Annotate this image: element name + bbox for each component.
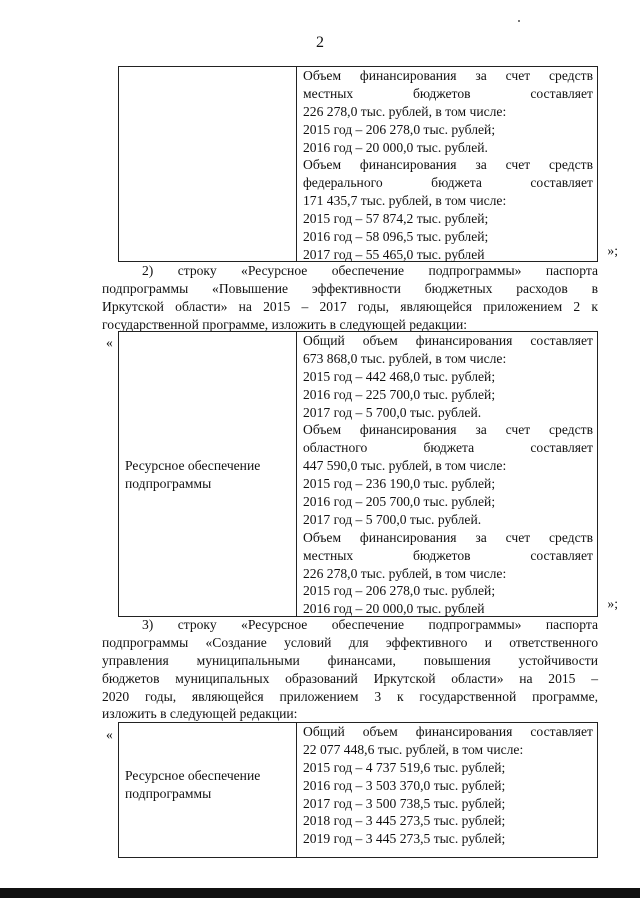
table-line: областного бюджета составляет: [303, 440, 593, 456]
paragraph-line: подпрограммы «Повышение эффективности бюджетных расходов в: [102, 280, 598, 296]
table-line: Объем финансирования за счет средств: [303, 422, 593, 438]
table-2: [118, 331, 598, 617]
table-line: 447 590,0 тыс. рублей, в том числе:: [303, 458, 507, 474]
table-1-continuation: [118, 66, 598, 262]
row-label: Ресурсное обеспечение подпрограммы: [125, 458, 261, 491]
table-line: Объем финансирования за счет средств: [303, 157, 593, 173]
closing-quote: »;: [607, 243, 618, 258]
table-line: 2015 год – 442 468,0 тыс. рублей;: [303, 368, 496, 384]
table-2-left-cell: [119, 332, 297, 616]
table-line: 2016 год – 225 700,0 тыс. рублей;: [303, 386, 496, 402]
table-line: 22 077 448,6 тыс. рублей, в том числе:: [303, 741, 524, 757]
paragraph-line: 2020 годы, являющейся приложением 3 к государственной программе,: [102, 688, 598, 704]
table-2-right-cell: [303, 332, 593, 618]
table-line: Общий объем финансирования составляет: [303, 333, 593, 348]
table-line: 2017 год – 5 700,0 тыс. рублей.: [303, 511, 482, 527]
page-number: 2: [316, 34, 324, 51]
table-line: Общий объем финансирования составляет: [303, 724, 593, 739]
table-3: [118, 722, 598, 858]
table-line: 2015 год – 206 278,0 тыс. рублей;: [303, 121, 496, 137]
table-1-left-cell: [119, 67, 297, 261]
paragraph-line: подпрограммы «Создание условий для эффективного и ответственного: [102, 634, 598, 650]
table-line: 2016 год – 20 000,0 тыс. рублей: [303, 601, 485, 617]
closing-quote: »;: [607, 596, 618, 611]
table-line: 2018 год – 3 445 273,5 тыс. рублей;: [303, 813, 506, 829]
row-label: Ресурсное обеспечение подпрограммы: [125, 768, 261, 801]
paragraph-line: бюджетов муниципальных образований Иркутской области» на 2015 –: [102, 670, 598, 686]
table-line: 2015 год – 57 874,2 тыс. рублей;: [303, 211, 489, 227]
table-line: 2016 год – 58 096,5 тыс. рублей;: [303, 229, 489, 245]
opening-quote: «: [106, 335, 113, 350]
table-line: 2016 год – 205 700,0 тыс. рублей;: [303, 494, 496, 510]
paragraph-line: 3) строку «Ресурсное обеспечение подпрограммы» паспорта: [142, 617, 598, 632]
table-line: 2017 год – 3 500 738,5 тыс. рублей;: [303, 795, 506, 811]
table-3-right-cell: [303, 723, 593, 848]
paragraph-line: государственной программе, изложить в следующей редакции:: [102, 316, 468, 332]
table-line: 171 435,7 тыс. рублей, в том числе:: [303, 193, 507, 209]
table-line: Объем финансирования за счет средств: [303, 529, 593, 545]
opening-quote: «: [106, 727, 113, 742]
paragraph-line: управления муниципальными финансами, повышения устойчивости: [102, 652, 598, 668]
paragraph-3: [102, 616, 598, 723]
table-line: 2019 год – 3 445 273,5 тыс. рублей;: [303, 831, 506, 847]
table-line: 226 278,0 тыс. рублей, в том числе:: [303, 103, 507, 119]
table-1-right-cell: [303, 67, 593, 264]
table-line: 673 868,0 тыс. рублей, в том числе:: [303, 350, 507, 366]
table-3-left-cell: [119, 723, 297, 857]
scan-speck: [518, 20, 520, 22]
table-line: местных бюджетов составляет: [303, 85, 593, 101]
table-line: 226 278,0 тыс. рублей, в том числе:: [303, 565, 507, 581]
table-line: 2016 год – 20 000,0 тыс. рублей.: [303, 139, 488, 155]
table-line: 2015 год – 4 737 519,6 тыс. рублей;: [303, 759, 506, 775]
paragraph-2: [102, 262, 598, 334]
table-line: Объем финансирования за счет средств: [303, 68, 593, 83]
table-line: федерального бюджета составляет: [303, 175, 593, 191]
paragraph-line: изложить в следующей редакции:: [102, 706, 298, 722]
paragraph-line: Иркутской области» на 2015 – 2017 годы, являющейся приложением 2 к: [102, 298, 598, 314]
paragraph-line: 2) строку «Ресурсное обеспечение подпрограммы» паспорта: [142, 263, 598, 278]
table-line: 2016 год – 3 503 370,0 тыс. рублей;: [303, 777, 506, 793]
table-line: 2015 год – 236 190,0 тыс. рублей;: [303, 476, 496, 492]
scan-bottom-edge: [0, 888, 640, 898]
table-line: 2015 год – 206 278,0 тыс. рублей;: [303, 583, 496, 599]
table-line: 2017 год – 55 465,0 тыс. рублей: [303, 246, 485, 262]
table-line: 2017 год – 5 700,0 тыс. рублей.: [303, 404, 482, 420]
table-line: местных бюджетов составляет: [303, 547, 593, 563]
